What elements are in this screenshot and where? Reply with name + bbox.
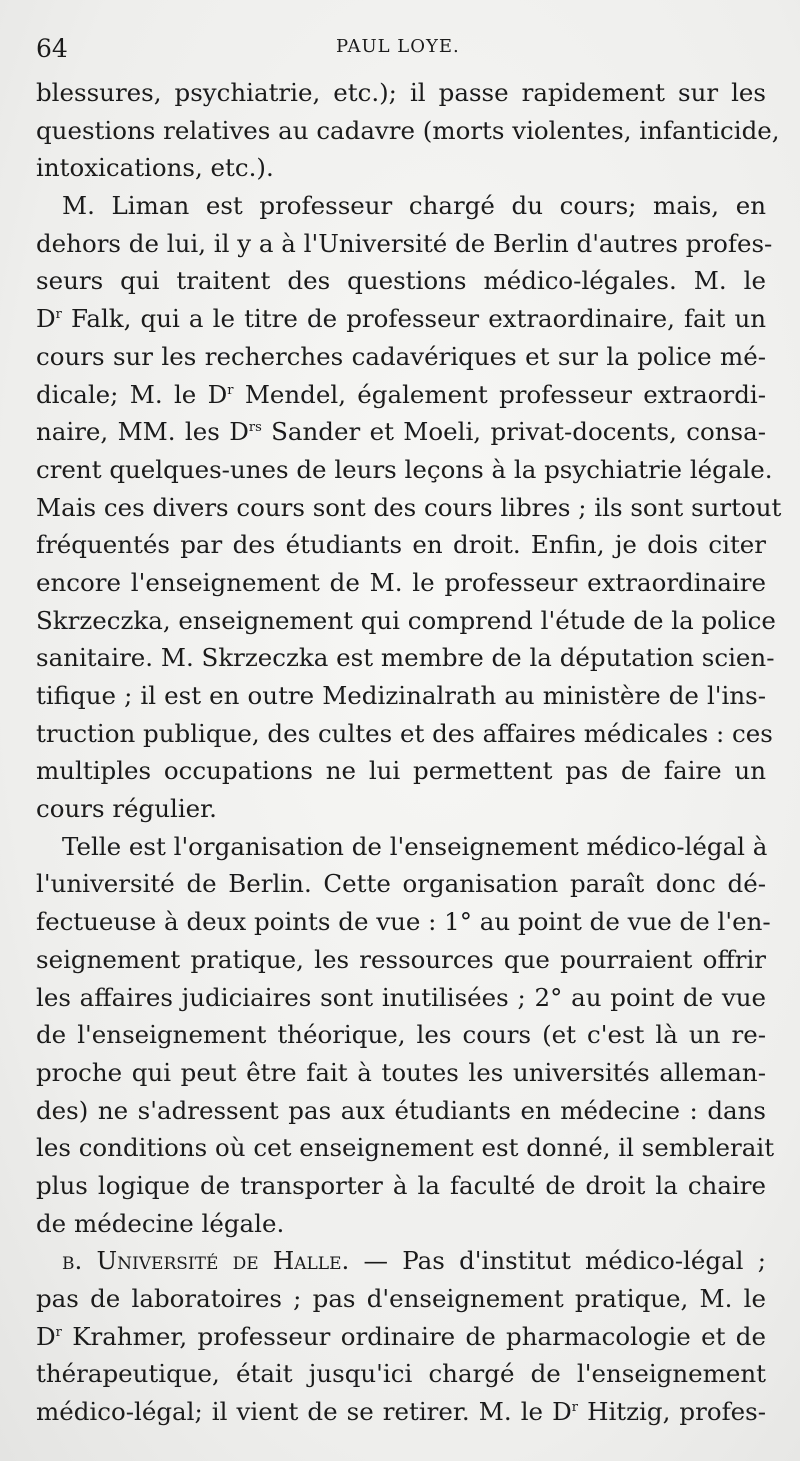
text-line: médico-légal; il vient de se retirer. M. le $D^r$ Hitzig, profes- (36, 1397, 766, 1427)
text-line: blessures, psychiatrie, etc.); il passe rapidement sur les (36, 78, 766, 107)
text-line: de l'enseignement théorique, les cours (et c'est là un re- (36, 1020, 766, 1050)
section-heading-line: b. Université de Halle. — Pas d'institut médico-légal ; (62, 1246, 767, 1276)
text-line: Telle est l'organisation de l'enseignement médico-légal à (62, 831, 768, 861)
text-line: M. Liman est professeur chargé du cours; mais, en (62, 191, 766, 221)
text-line: multiples occupations ne lui permettent pas de faire un (36, 756, 766, 786)
text-line: sanitaire. M. Skrzeczka est membre de la députation scien- (36, 643, 775, 673)
text-line: fectueuse à deux points de vue : 1° au point de vue de l'en- (36, 907, 771, 937)
text-line: plus logique de transporter à la faculté de droit la chaire (36, 1170, 766, 1200)
text-line: intoxications, etc.). (36, 153, 274, 183)
text-line: dehors de lui, il y a à l'Université de Berlin d'autres profes- (36, 228, 773, 258)
text-line: naire, MM. les $D^{rs}$ Sander et Moeli, privat-docents, consa- (36, 417, 766, 447)
text-line: crent quelques-unes de leurs leçons à la psychiatrie légale. (36, 454, 773, 484)
text-line: pas de laboratoires ; pas d'enseignement pratique, M. le (36, 1284, 766, 1313)
text-line: de médecine légale. (36, 1208, 285, 1238)
text-line: $D^r$ Falk, qui a le titre de professeur extraordinaire, fait un (36, 304, 767, 334)
running-head: PAUL LOYE. (336, 36, 460, 57)
text-line: cours régulier. (36, 794, 217, 824)
text-line: les conditions où cet enseignement est donné, il semblerait (36, 1133, 775, 1163)
text-line: seurs qui traitent des questions médico-légales. M. le (36, 266, 766, 296)
page-header (36, 34, 762, 64)
text-line: les affaires judiciaires sont inutilisées ; 2° au point de vue (36, 982, 766, 1012)
section-heading: b. Université de Halle. (62, 1246, 350, 1276)
text-line: proche qui peut être fait à toutes les universités alleman- (36, 1057, 766, 1087)
body-text (36, 74, 782, 1431)
text-line: $D^r$ Krahmer, professeur ordinaire de pharmacologie et de (36, 1321, 766, 1351)
text-line: encore l'enseignement de M. le professeur extraordinaire (36, 567, 766, 597)
text-line: Mais ces divers cours sont des cours libres ; ils sont surtout (36, 492, 782, 522)
text-line: fréquentés par des étudiants en droit. Enfin, je dois citer (36, 530, 766, 560)
text-line: thérapeutique, était jusqu'ici chargé de l'enseignement (36, 1359, 766, 1389)
text-line: truction publique, des cultes et des affaires médicales : ces (36, 718, 773, 748)
text-line: cours sur les recherches cadavériques et sur la police mé- (36, 341, 766, 371)
text-line: Skrzeczka, enseignement qui comprend l'étude de la police (36, 605, 776, 635)
text-line: seignement pratique, les ressources que pourraient offrir (36, 944, 766, 974)
page-number: 64 (36, 34, 68, 63)
text-line: questions relatives au cadavre (morts violentes, infanticide, (36, 115, 780, 145)
text-line: dicale; M. le $D^r$ Mendel, également professeur extraordi- (36, 379, 766, 409)
text-line: des) ne s'adressent pas aux étudiants en médecine : dans (36, 1095, 766, 1125)
text-line: tifique ; il est en outre Medizinalrath au ministère de l'ins- (36, 681, 766, 710)
text-line: l'université de Berlin. Cette organisation paraît donc dé- (36, 869, 766, 899)
